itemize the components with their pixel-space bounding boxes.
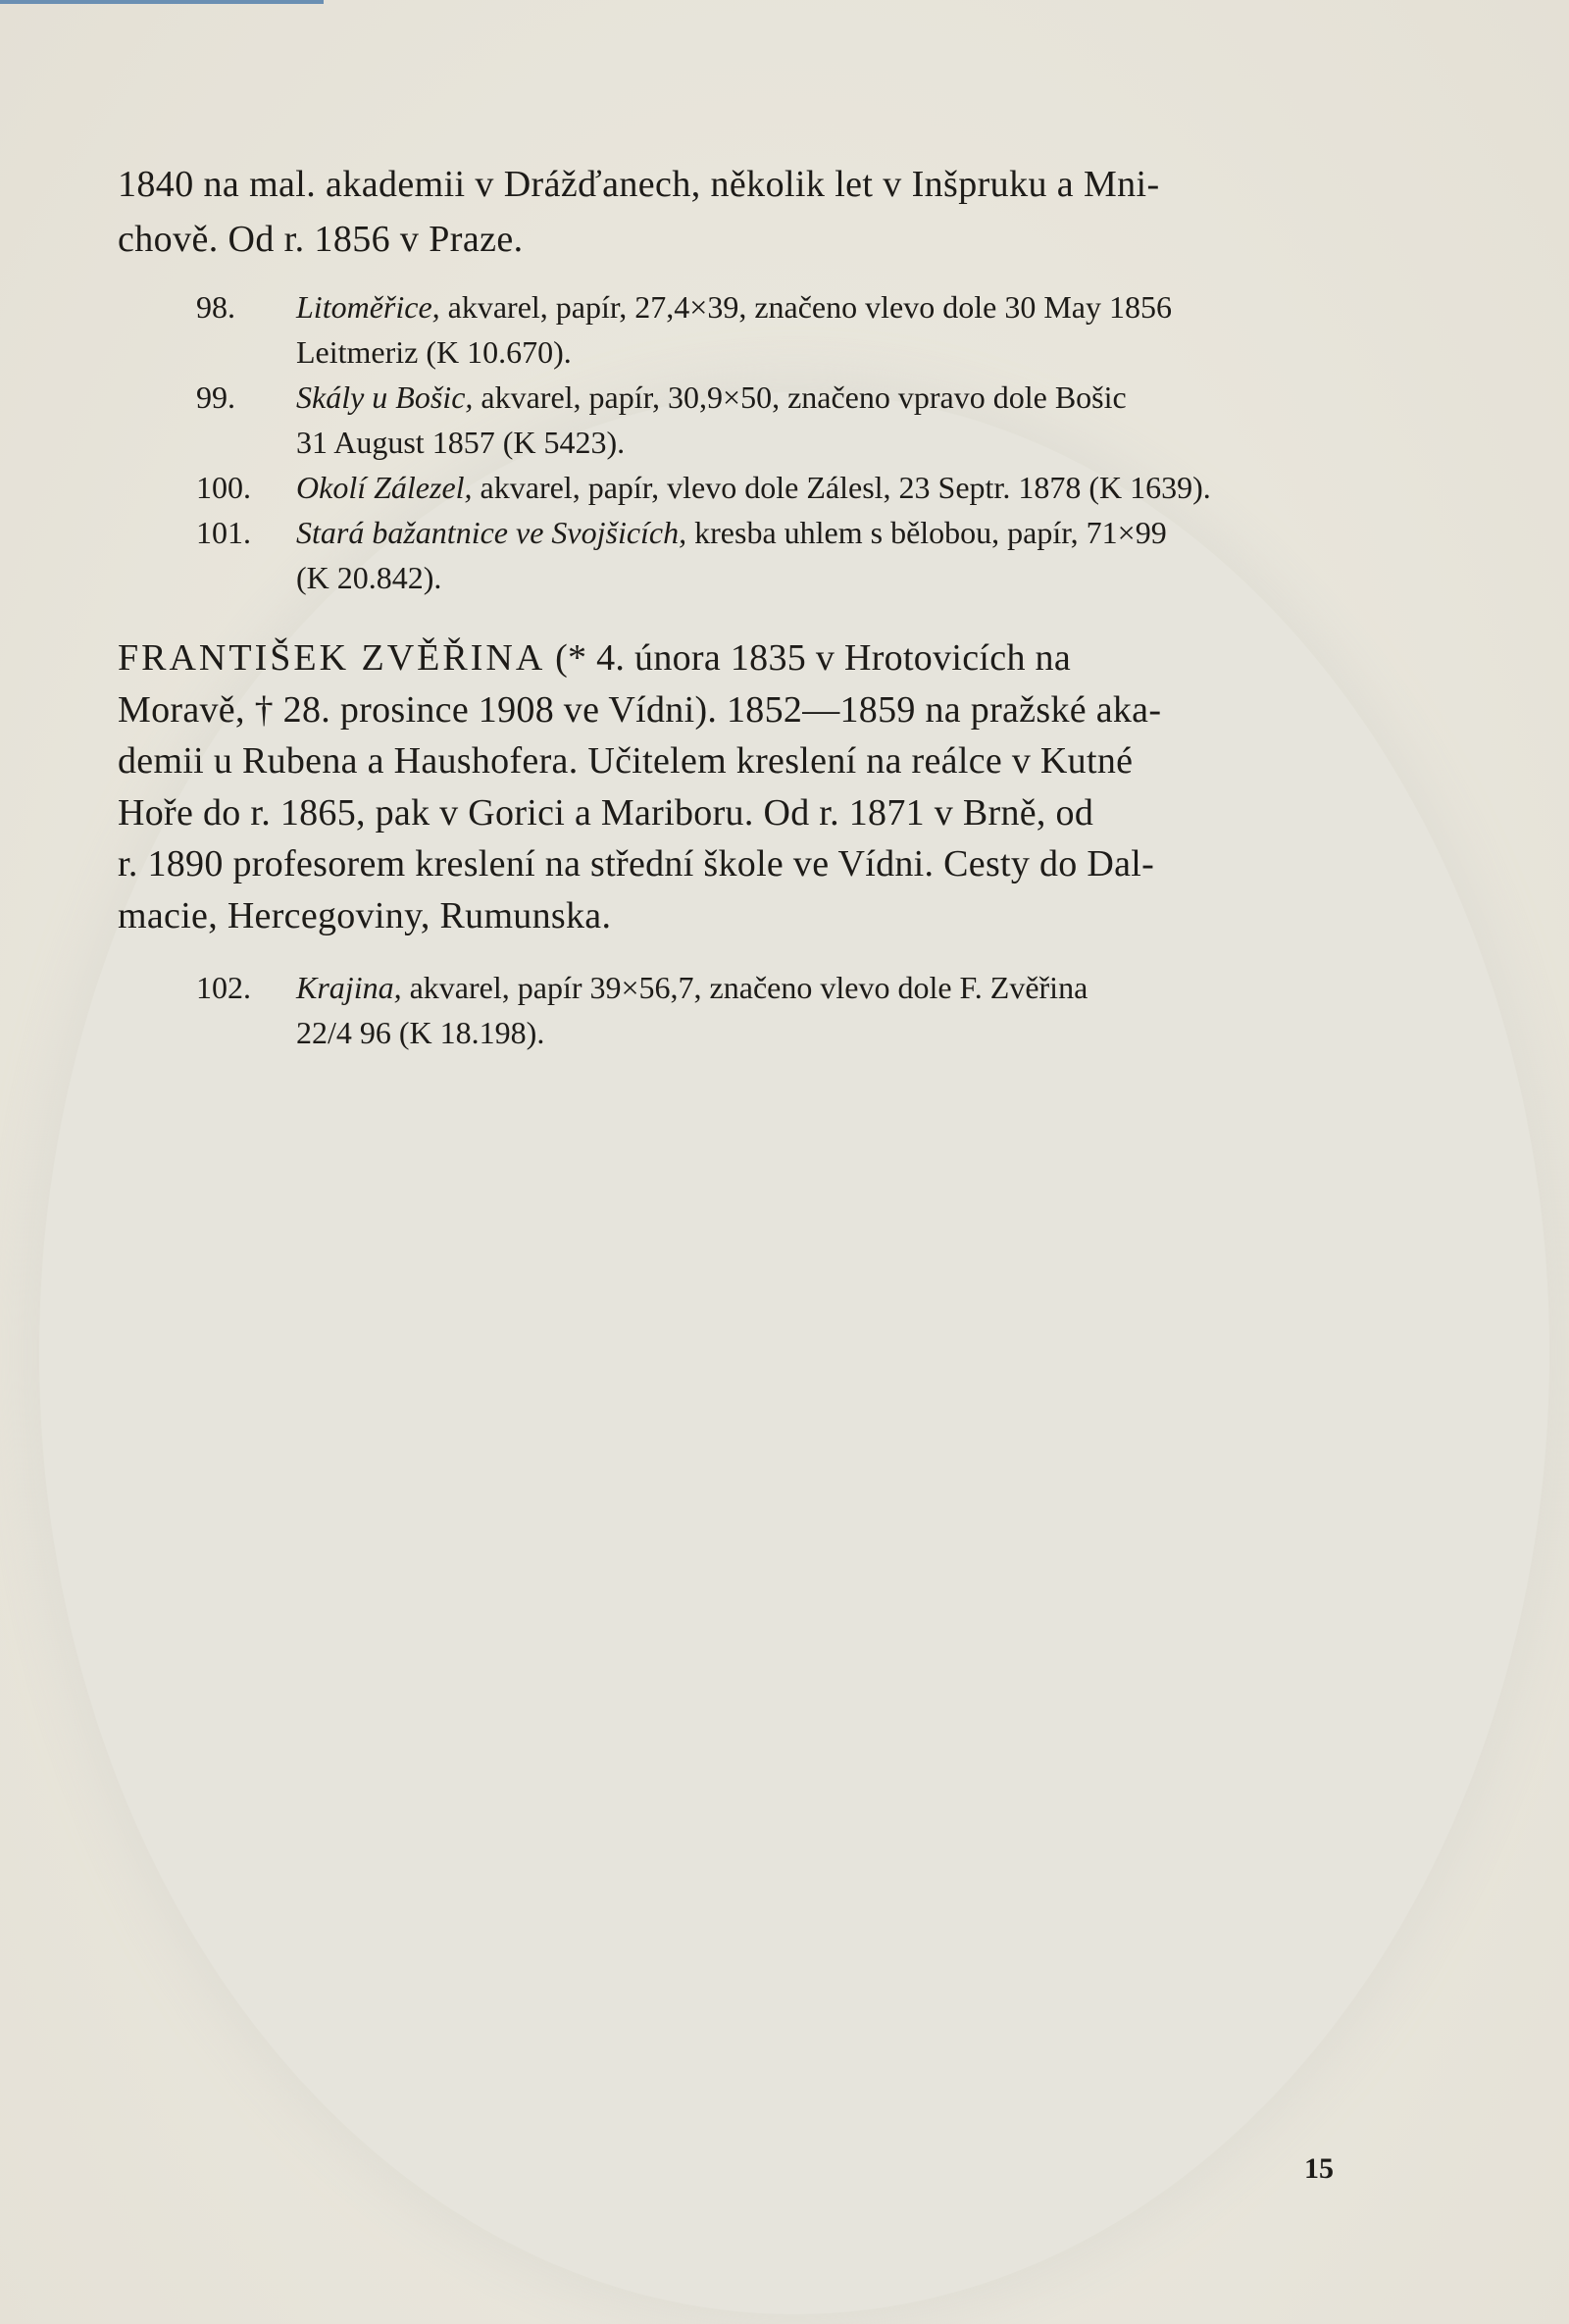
entry-number: 102. — [196, 970, 251, 1005]
entry-description: kresba uhlem s bělobou, papír, 71×99 — [686, 515, 1167, 550]
intro-line-1: 1840 na mal. akademii v Drážďanech, několik let v Inšpruku a Mni- — [118, 164, 1160, 205]
bio-line-4: Hoře do r. 1865, pak v Gorici a Mariboru. Od r. 1871 v Brně, od — [118, 791, 1094, 834]
catalog-entry — [118, 510, 1343, 600]
entry-description: akvarel, papír, vlevo dole Zálesl, 23 Septr. 1878 (K 1639). — [472, 470, 1211, 505]
entry-number: 98. — [196, 289, 235, 325]
intro-paragraph — [118, 157, 1343, 267]
bio-line-2: Moravě, † 28. prosince 1908 ve Vídni). 1852—1859 na pražské aka- — [118, 688, 1162, 731]
bio-line-1: (* 4. února 1835 v Hrotovicích na — [545, 637, 1072, 679]
page-number: 15 — [1304, 2152, 1334, 2185]
entry-description: akvarel, papír 39×56,7, značeno vlevo dole F. Zvěřina — [401, 970, 1088, 1005]
entry-description-line-2: Leitmeriz (K 10.670). — [296, 334, 572, 370]
bio-line-6: macie, Hercegoviny, Rumunska. — [118, 894, 612, 936]
catalog-entry — [118, 284, 1343, 375]
entry-description: akvarel, papír, 30,9×50, značeno vpravo dole Bošic — [473, 379, 1127, 415]
catalog-entry — [118, 465, 1343, 510]
entry-number: 99. — [196, 379, 235, 415]
entry-title: Krajina, — [296, 970, 402, 1005]
artist-biography — [118, 632, 1343, 941]
catalog-entry — [118, 375, 1343, 465]
entry-title: Okolí Zálezel, — [296, 470, 473, 505]
bio-line-3: demii u Rubena a Haushofera. Učitelem kreslení na reálce v Kutné — [118, 740, 1134, 782]
entry-title: Skály u Bošic, — [296, 379, 474, 415]
artist-name: FRANTIŠEK ZVĚŘINA — [118, 637, 546, 679]
entry-title: Stará bažantnice ve Svojšicích, — [296, 515, 687, 550]
entry-description-line-2: 22/4 96 (K 18.198). — [296, 1015, 545, 1050]
catalog-entries — [118, 284, 1343, 600]
entry-number: 101. — [196, 515, 251, 550]
entry-number: 100. — [196, 470, 251, 505]
entry-description-line-2: (K 20.842). — [296, 560, 442, 595]
catalog-entry — [118, 965, 1343, 1055]
entry-description-line-2: 31 August 1857 (K 5423). — [296, 425, 626, 460]
bio-line-5: r. 1890 profesorem kreslení na střední škole ve Vídni. Cesty do Dal- — [118, 843, 1155, 884]
entry-title: Litoměřice, — [296, 289, 440, 325]
entry-description: akvarel, papír, 27,4×39, značeno vlevo dole 30 May 1856 — [439, 289, 1172, 325]
blue-edge-strip — [0, 0, 324, 4]
intro-line-2: chově. Od r. 1856 v Praze. — [118, 219, 524, 260]
catalog-entries-2 — [118, 965, 1343, 1055]
